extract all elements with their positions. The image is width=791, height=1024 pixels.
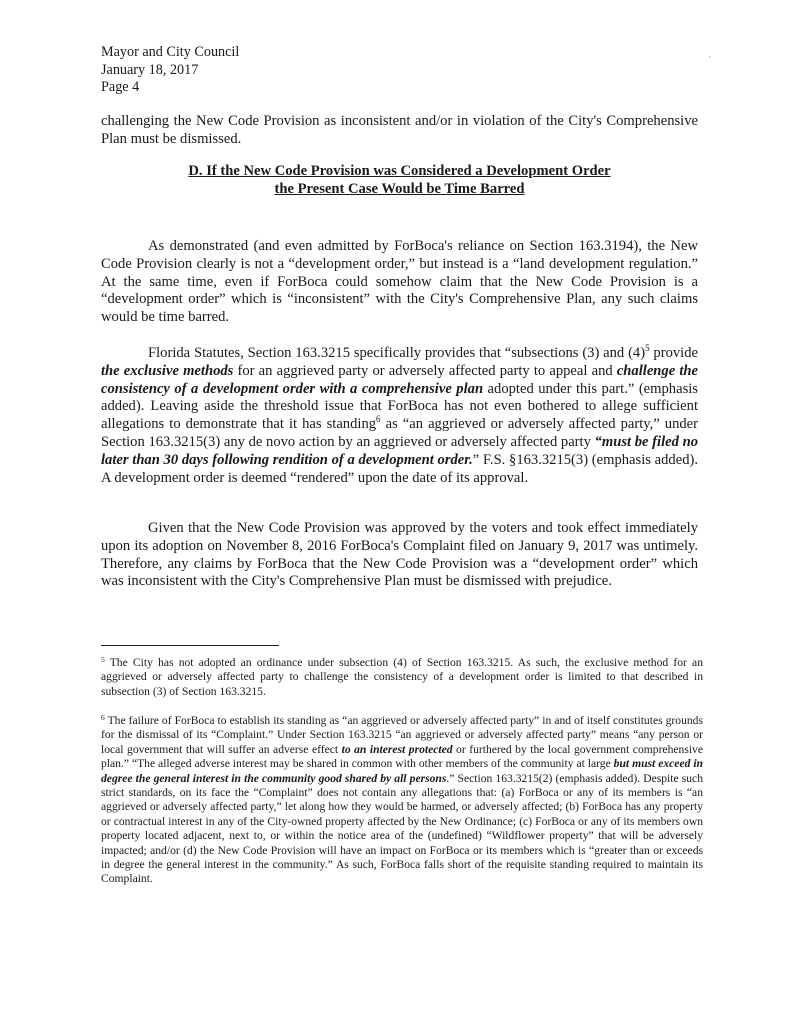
footnote-5-text (101, 656, 703, 699)
date-line: January 18, 2017 (101, 61, 199, 78)
footnote-separator (101, 645, 279, 646)
section-heading-line2: the Present Case Would be Time Barred (274, 180, 525, 197)
paragraph-2-text (101, 345, 698, 487)
p2-text-6: ” F.S. §163.3215(3) (emphasis added). A development order is deemed “rendered” upon the date of its approval. (101, 451, 698, 486)
recipient-line: Mayor and City Council (101, 44, 240, 60)
footnote-6-emphasis-1: to an interest protected (341, 742, 453, 756)
paragraph-1-text: As demonstrated (and even admitted by ForBoca's reliance on Section 163.3194), the New Code Provision clearly is not a “development order,” but instead is a “land development regulation.” At the same time, even if ForBoca could somehow claim that the New Code Provision is a “development order” which is “inconsistent” with the City's Comprehensive Plan, any such claims would be time barred. (101, 238, 698, 326)
p2-text-1: Florida Statutes, Section 163.3215 specifically provides that “subsections (3) and (4) (148, 345, 646, 361)
footnote-6-body-3: .” Section 163.3215(2) (emphasis added). Despite such strict standards, on its face the “Complaint” does not contain any allegations that: (a) ForBoca or any of its members is “an aggrieved or adversely affected party,” let along how they would be harmed, or adversely affected; (b) ForBoca has any property or contractual interest in any of the City-owned property affected by the New Ordinance; (c) ForBoca or any of its members own property located adjacent, next to, or within the notice area of the (undefined) “Wildflower property” that will be adversely impacted; and/or (d) the New Code Provision will have an impact on ForBoca or its members which is “greater than or exceeds in degree the general interest in the community.” As such, ForBoca falls short of the requisite standing required to maintain its Complaint. (101, 771, 703, 886)
footnote-6-text (101, 714, 703, 887)
footnote-6-body-1: The failure of ForBoca to establish its standing as “an aggrieved or adversely affected party” in and of itself constitutes grounds for the dismissal of its “Complaint.” Under Section 163.3215 “an aggrieved or adversely affected party” means “any person or local government that will suffer an adverse effect (101, 714, 703, 756)
p2-emphasis-2: challenge the consistency of a development order with a comprehensive plan (101, 362, 699, 397)
footnote-6-emphasis-2: but must exceed in degree the general interest in the community good shared by all persons (101, 757, 703, 785)
paragraph-1 (101, 238, 698, 327)
footnote-6-number: 6 (101, 713, 105, 722)
footnote-ref-5: 5 (645, 343, 650, 353)
paragraph-3 (101, 520, 698, 591)
footnote-6 (101, 714, 703, 887)
p2-text-3: for an aggrieved party or adversely affected party to appeal and (233, 362, 617, 379)
p2-text-2: provide (649, 345, 699, 361)
section-heading-line1: D. If the New Code Provision was Considered a Development Order (188, 163, 611, 179)
p2-emphasis-3: “must be filed no later than 30 days following rendition of a development order. (101, 433, 698, 468)
p2-emphasis-1: the exclusive methods (101, 362, 234, 379)
footnote-5-number: 5 (101, 655, 105, 664)
intro-text: challenging the New Code Provision as inconsistent and/or in violation of the City's Comprehensive Plan must be dismissed. (101, 113, 698, 147)
p2-text-5: as “an aggrieved or adversely affected party,” under Section 163.3215(3) any de novo action by an aggrieved or adversely affected party (101, 416, 699, 450)
footnote-6-body-2: or furthered by the local government comprehensive plan.” “The alleged adverse interest may be shared in common with other members of the community at large (101, 742, 703, 771)
p2-text-4: adopted under this part.” (emphasis added). Leaving aside the threshold issue that ForBoca has not even bothered to allege sufficient allegations to demonstrate that it has standing (101, 380, 698, 433)
paragraph-2 (101, 345, 698, 487)
paragraph-3-text: Given that the New Code Provision was approved by the voters and took effect immediately upon its adoption on November 8, 2016 ForBoca's Complaint filed on January 9, 2017 was untimely. Therefore, any claims by ForBoca that the New Code Provision was a “development order” which was inconsistent with the City's Comprehensive Plan must be dismissed with prejudice. (101, 520, 698, 590)
letter-header (101, 44, 239, 97)
scan-mark: · (708, 52, 711, 62)
footnote-5-body: The City has not adopted an ordinance under subsection (4) of Section 163.3215. As such, the exclusive method for an aggrieved or adversely affected party to challenge the consistency of a development order is limited to that described in subsection (3) of Section 163.3215. (101, 656, 703, 698)
page-number: Page 4 (101, 79, 140, 95)
footnote-5 (101, 656, 703, 699)
section-heading (101, 163, 698, 199)
intro-paragraph (101, 113, 698, 149)
footnote-ref-6: 6 (376, 414, 381, 425)
